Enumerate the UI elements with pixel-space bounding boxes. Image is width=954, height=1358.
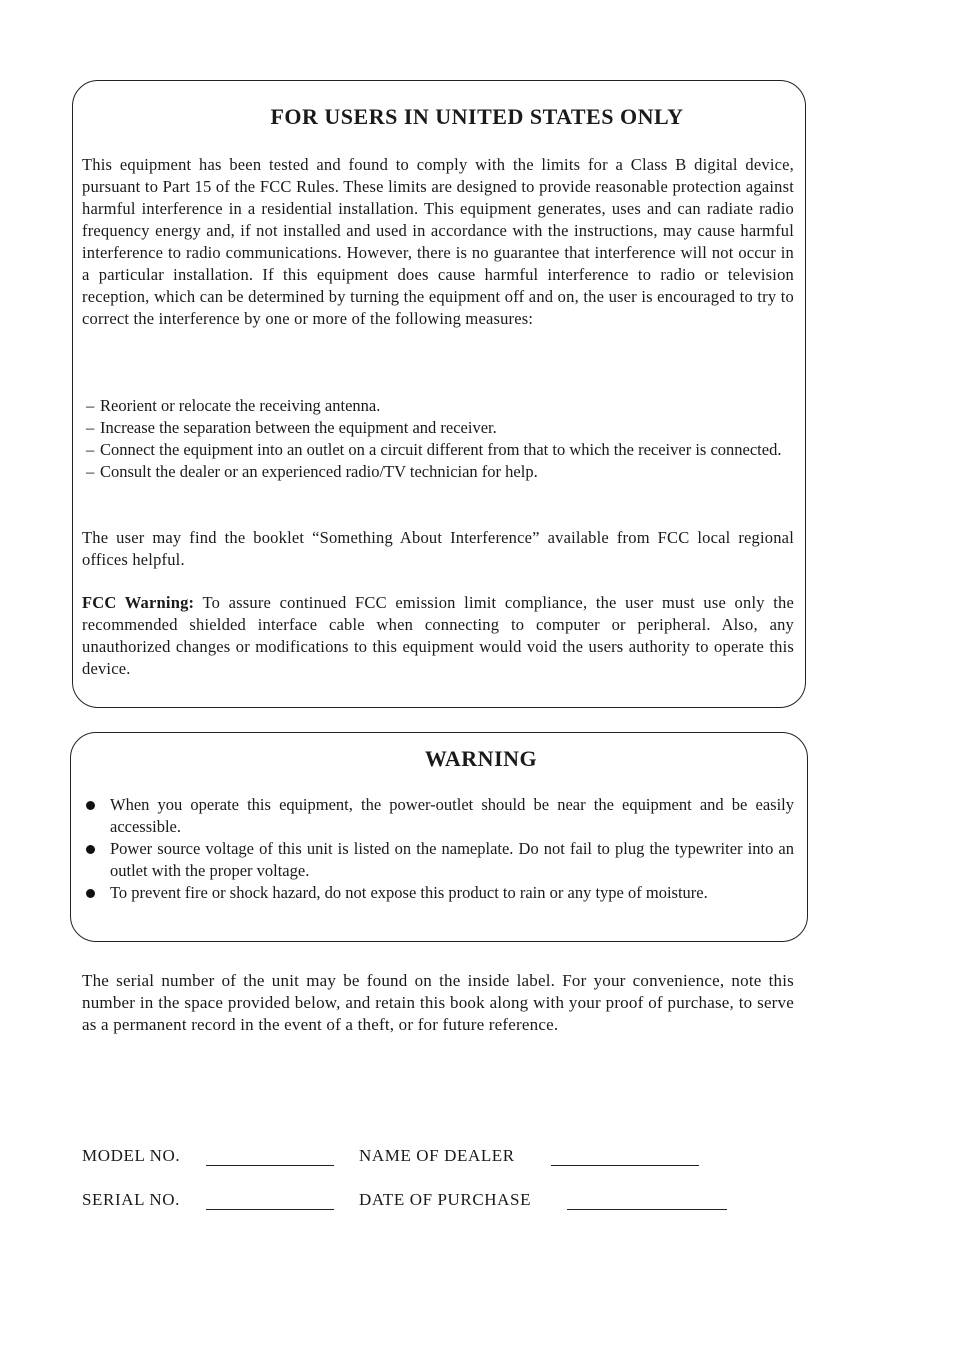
list-item: – Reorient or relocate the receiving antenna. [86,396,381,415]
dealer-name-field[interactable] [551,1165,699,1166]
warning-title: WARNING [424,746,538,771]
list-item: Power source voltage of this unit is listed on the nameplate. Do not fail to plug the typewriter into an outlet with the proper voltage. [82,838,794,882]
warning-list [82,794,794,904]
list-item: – Increase the separation between the equipment and receiver. [86,418,497,437]
serial-number-label: SERIAL NO. [82,1190,180,1209]
list-item: When you operate this equipment, the power-outlet should be near the equipment and be easily accessible. [82,794,794,838]
purchase-date-field[interactable] [567,1209,727,1210]
fcc-intro-paragraph: This equipment has been tested and found to comply with the limits for a Class B digital device, pursuant to Part 15 of the FCC Rules. These limits are designed to provide reasonable protection against harmful interference in a residential installation. This equipment generates, uses and can radiate radio frequency energy and, if not installed and used in accordance with the instructions, may cause harmful interference to radio communications. However, there is no guarantee that interference will not occur in a particular installation. If this equipment does cause harmful interference to radio or television reception, which can be determined by turning the equipment off and on, the user is encouraged to try to correct the interference by one or more of the following measures: [82,155,794,328]
fcc-measures-list [82,395,796,483]
fcc-warning-text: To assure continued FCC emission limit compliance, the user must use only the recommended shielded interface cable when connecting to computer or peripheral. Also, any unauthorized changes or modifications to this equipment would void the users authority to operate this device. [82,593,795,678]
dealer-name-label: NAME OF DEALER [359,1146,515,1165]
serial-note-paragraph: The serial number of the unit may be found on the inside label. For your convenience, note this number in the space provided below, and retain this book along with your proof of purchase, to serve as a permanent record in the event of a theft, or for future reference. [82,971,794,1034]
serial-number-field[interactable] [206,1209,334,1210]
fcc-booklet-paragraph: The user may find the booklet “Something About Interference” available from FCC local regional offices helpful. [82,528,794,569]
model-number-label: MODEL NO. [82,1146,181,1165]
list-item: – Consult the dealer or an experienced radio/TV technician for help. [86,462,538,481]
fcc-warning-lead: FCC Warning: [82,593,195,612]
model-number-field[interactable] [206,1165,334,1166]
bullet-icon [86,889,95,898]
purchase-date-label: DATE OF PURCHASE [359,1190,532,1209]
fcc-warning-paragraph [82,592,794,680]
list-item: To prevent fire or shock hazard, do not expose this product to rain or any type of moisture. [82,882,794,904]
list-item: – Connect the equipment into an outlet on a circuit different from that to which the receiver is connected. [86,440,782,459]
bullet-icon [86,845,95,854]
fcc-title: FOR USERS IN UNITED STATES ONLY [270,104,684,129]
bullet-icon [86,801,95,810]
